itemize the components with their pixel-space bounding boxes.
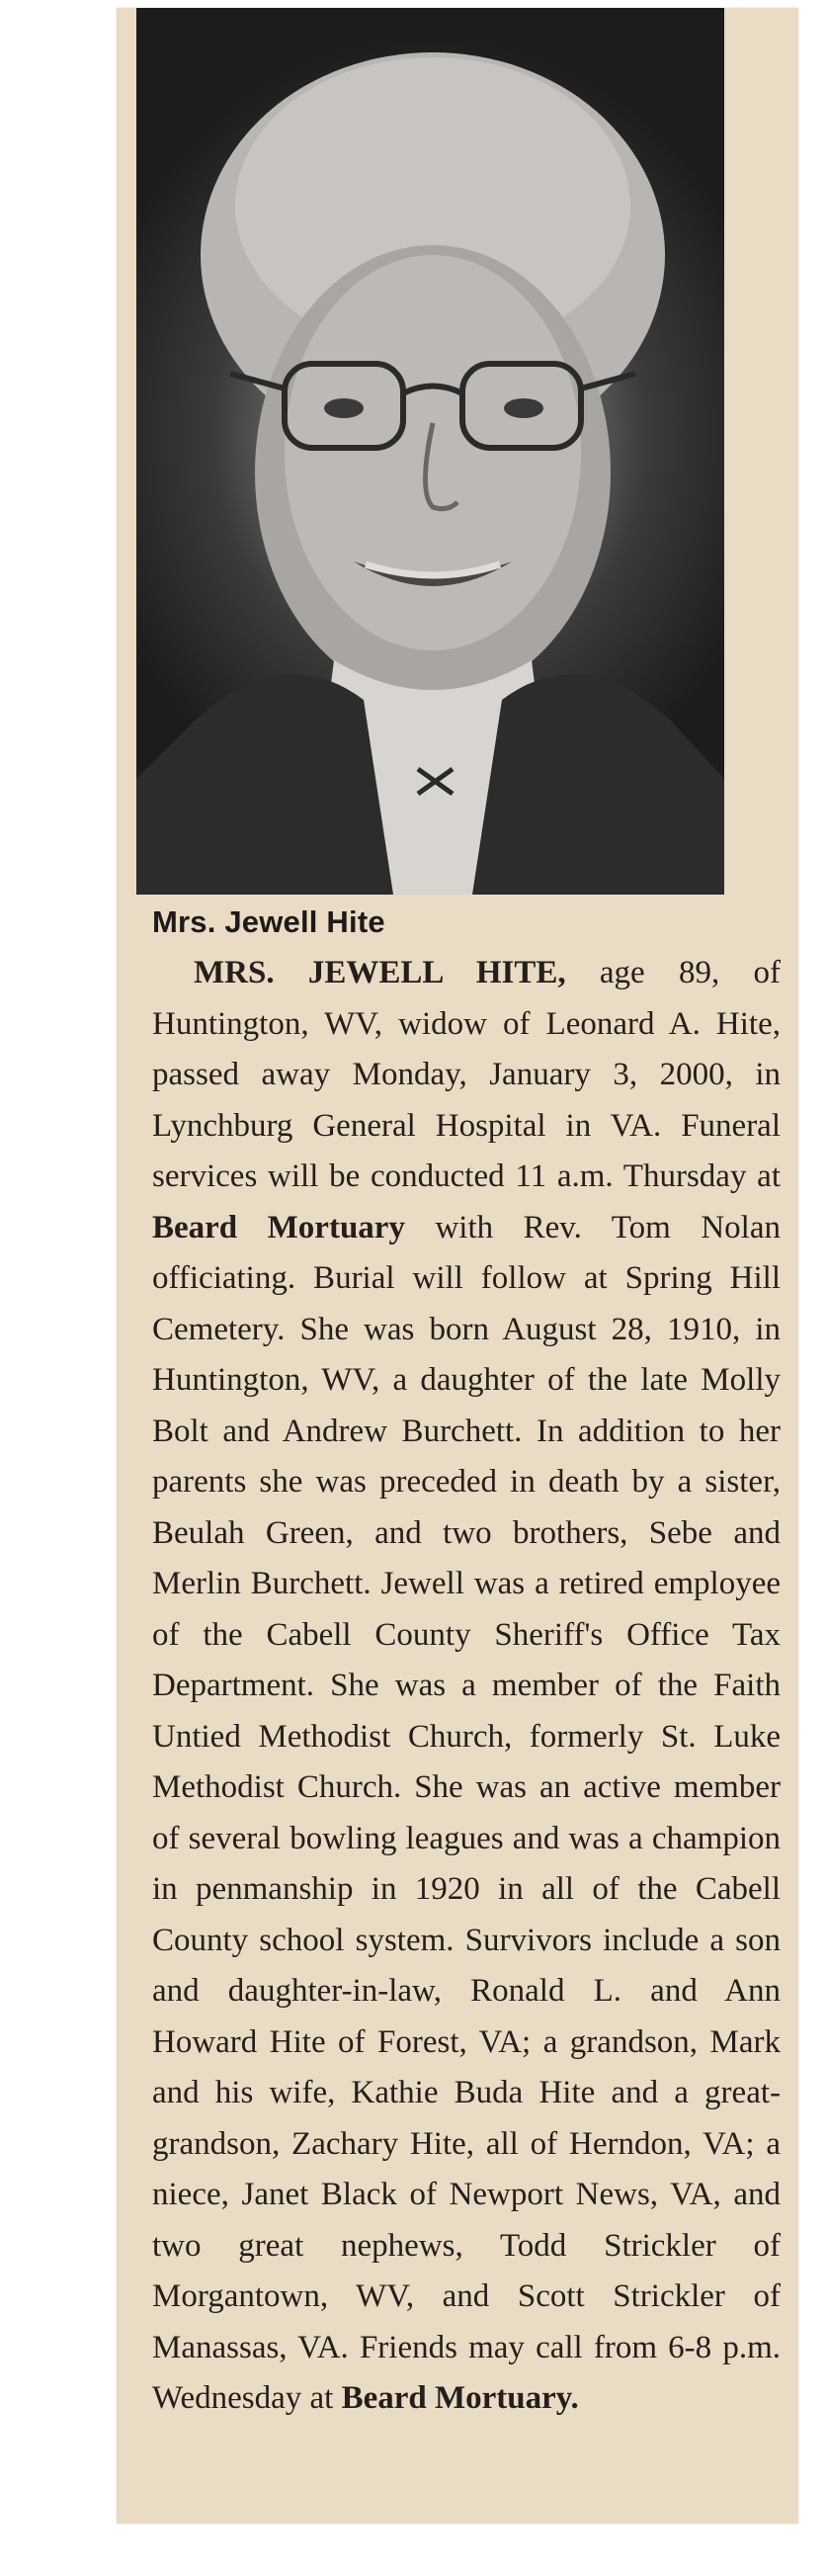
obituary-text-1: age 89, of Huntington, WV, widow of Leonard A. Hite, passed away Monday, January 3, 2000, in Lynchburg General Hospital in VA. Funeral services will be conducted 11 a.m. Thursday at	[152, 955, 781, 1194]
obituary-text-2: with Rev. Tom Nolan officiating. Burial will follow at Spring Hill Cemetery. She was born August 28, 1910, in Huntington, WV, a daughter of the late Molly Bolt and Andrew Burchett. In addition to her parents she was preceded in death by a sister, Beulah Green, and two brothers, Sebe and Merlin Burchett. Jewell was a retired employee of the Cabell County Sheriff's Office Tax Department. She was a member of the Faith Untied Methodist Church, formerly St. Luke Methodist Church. She was an active member of several bowling leagues and was a champion in penmanship in 1920 in all of the Cabell County school system. Survivors include a son and daughter-in-law, Ronald L. and Ann Howard Hite of Forest, VA; a grandson, Mark and his wife, Kathie Buda Hite and a great-grandson, Zachary Hite, all of Herndon, VA; a niece, Janet Black of Newport News, VA, and two great nephews, Todd Strickler of Morgantown, WV, and Scott Strickler of Manassas, VA. Friends may call from 6-8 p.m. Wednesday at	[152, 1209, 781, 2416]
portrait-illustration	[136, 8, 724, 895]
obituary-text-area	[136, 904, 788, 2516]
jacket-left	[136, 674, 393, 895]
obituary-body	[152, 948, 781, 2425]
jacket-right	[472, 674, 724, 895]
portrait-photo	[136, 8, 724, 895]
page-title: Mrs. Jewell Hite	[152, 904, 385, 939]
deceased-name: MRS. JEWELL HITE,	[194, 955, 566, 990]
mortuary-name-closing: Beard Mortuary.	[341, 2380, 579, 2416]
mortuary-name: Beard Mortuary	[152, 1209, 405, 1245]
